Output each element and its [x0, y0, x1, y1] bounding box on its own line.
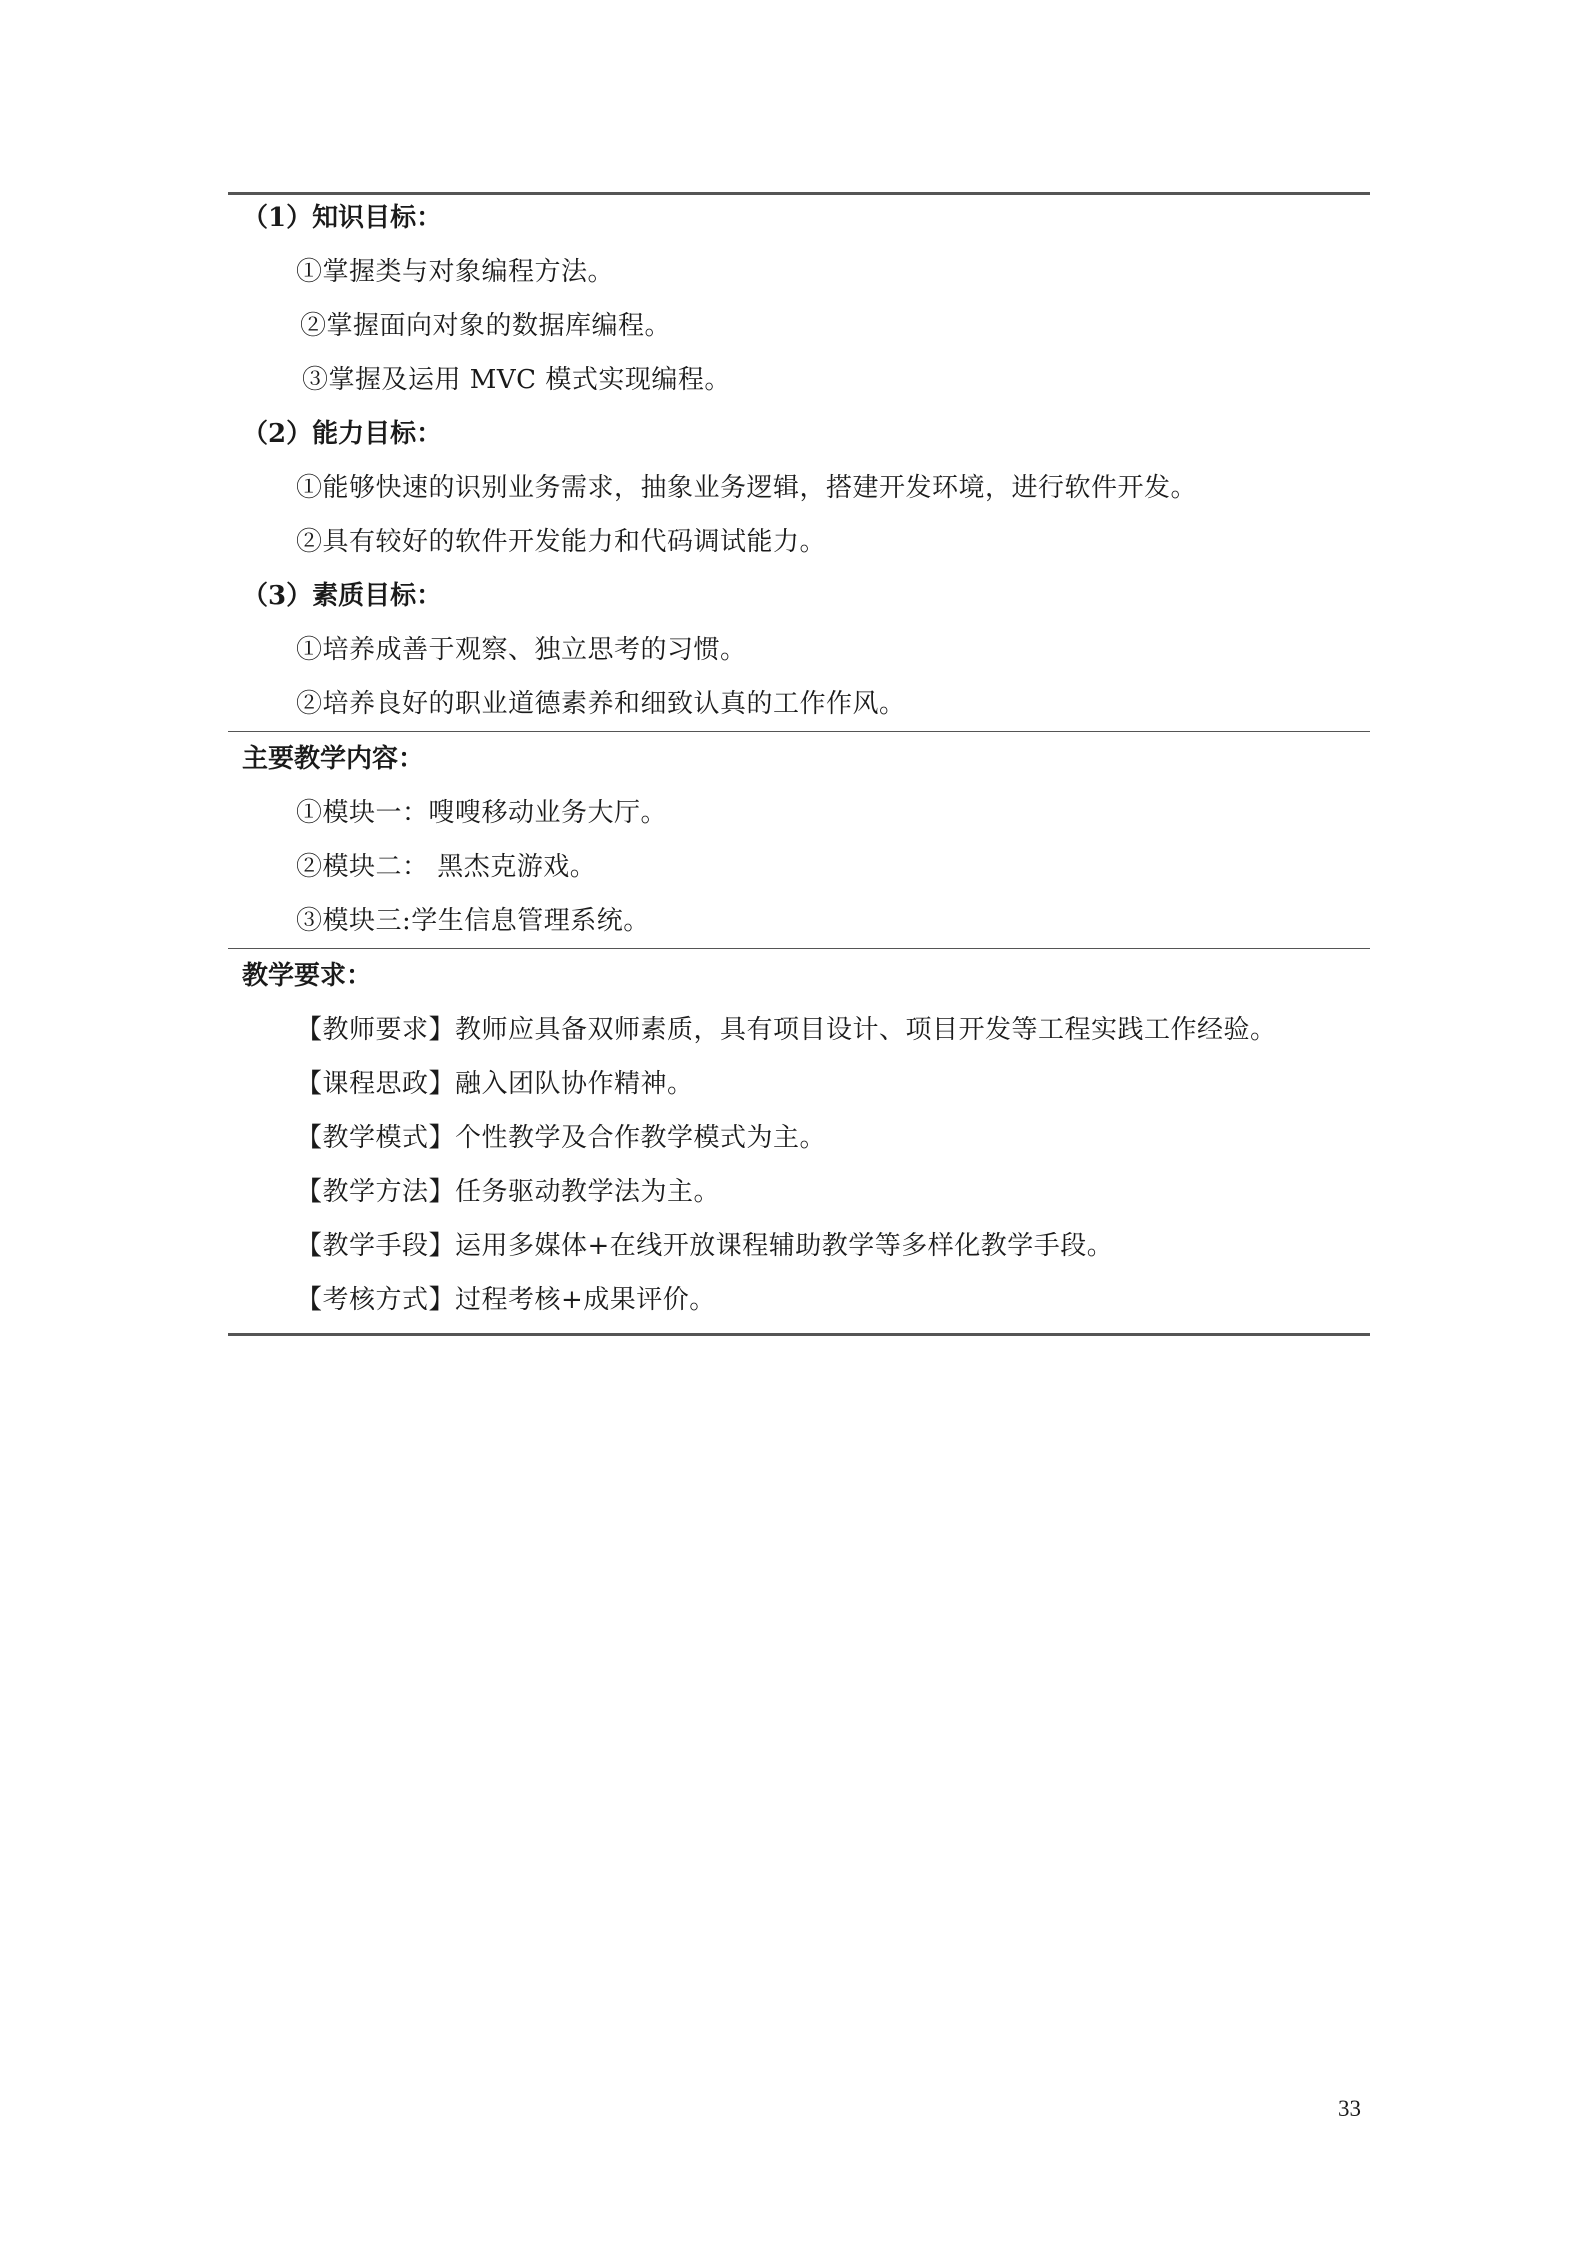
quality-objective-item: ①培养成善于观察、独立思考的习惯。 — [296, 635, 747, 665]
teaching-content-item: ②模块二： 黑杰克游戏。 — [296, 852, 597, 882]
page-number: 33 — [1338, 2096, 1361, 2121]
knowledge-objective-item: ②掌握面向对象的数据库编程。 — [300, 311, 672, 341]
teaching-content-item: ③模块三:学生信息管理系统。 — [296, 906, 650, 936]
table-bottom-border — [228, 1333, 1370, 1336]
teaching-requirement-item: 【教学手段】运用多媒体+在线开放课程辅助教学等多样化教学手段。 — [296, 1231, 1114, 1261]
teaching-requirement-item: 【教学模式】个性教学及合作教学模式为主。 — [296, 1123, 827, 1153]
teaching-requirement-item: 【教师要求】教师应具备双师素质，具有项目设计、项目开发等工程实践工作经验。 — [296, 1015, 1277, 1045]
teaching-requirement-item: 【课程思政】融入团队协作精神。 — [296, 1069, 694, 1099]
teaching-content-section — [228, 732, 1370, 948]
knowledge-objectives-heading: （1）知识目标： — [242, 203, 443, 233]
teaching-requirement-item: 【教学方法】任务驱动教学法为主。 — [296, 1177, 721, 1207]
teaching-content-item: ①模块一：嗖嗖移动业务大厅。 — [296, 798, 668, 828]
quality-objective-item: ②培养良好的职业道德素养和细致认真的工作作风。 — [296, 689, 906, 719]
teaching-content-heading: 主要教学内容： — [242, 744, 425, 774]
course-table — [228, 192, 1370, 1336]
knowledge-objective-item: ③掌握及运用 MVC 模式实现编程。 — [302, 365, 731, 395]
ability-objective-item: ①能够快速的识别业务需求，抽象业务逻辑，搭建开发环境，进行软件开发。 — [296, 473, 1198, 503]
ability-objectives-heading: （2）能力目标： — [242, 419, 443, 449]
teaching-requirement-item: 【考核方式】过程考核+成果评价。 — [296, 1285, 716, 1315]
knowledge-objective-item: ①掌握类与对象编程方法。 — [296, 257, 615, 287]
quality-objectives-heading: （3）素质目标： — [242, 581, 443, 611]
teaching-requirements-section — [228, 949, 1370, 1327]
objectives-section — [228, 191, 1370, 731]
ability-objective-item: ②具有较好的软件开发能力和代码调试能力。 — [296, 527, 827, 557]
teaching-requirements-heading: 教学要求： — [242, 961, 373, 991]
